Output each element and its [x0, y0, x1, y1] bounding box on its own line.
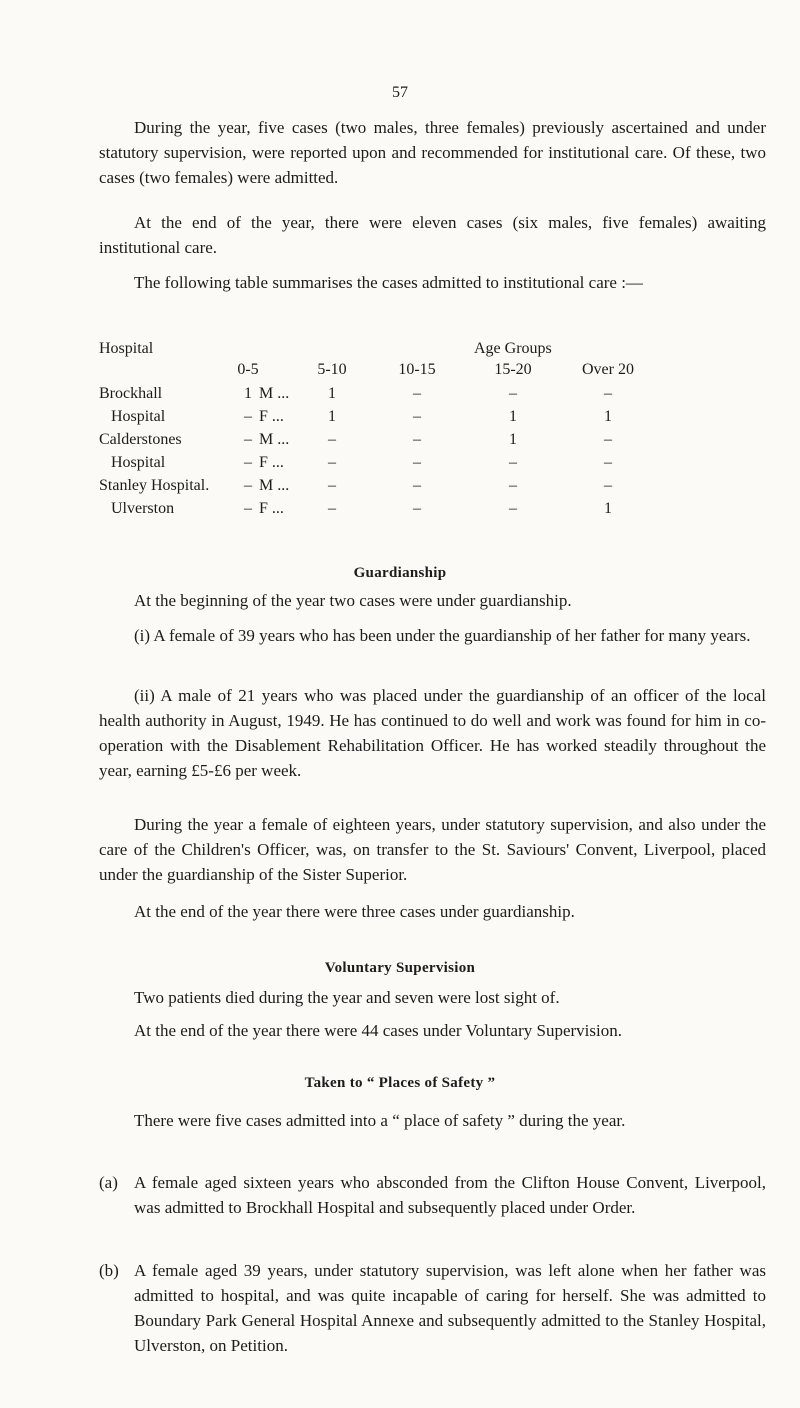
table-age-groups-header: Age Groups: [474, 340, 552, 357]
paragraph-cases-reported: During the year, five cases (two males, three females) previously ascertained and under statutory supervision, were reported upon and recommended for institutional care. Of these, two cases (two females) were admitted.: [99, 118, 766, 187]
safety-case-a: [99, 1170, 766, 1220]
table-cell: –: [244, 431, 252, 448]
table-row-sex: M ...: [259, 385, 290, 402]
table-column-header: 15-20: [494, 361, 532, 378]
table-cell: –: [244, 500, 252, 517]
guardianship-intro: At the beginning of the year two cases were under guardianship.: [134, 591, 572, 610]
table-row-sex: F ...: [259, 500, 284, 517]
table-cell: –: [413, 408, 421, 425]
table-cell: –: [413, 431, 421, 448]
table-cell: –: [244, 454, 252, 471]
table-cell: –: [328, 477, 336, 494]
paragraph-table-intro: The following table summarises the cases admitted to institutional care :—: [134, 273, 643, 292]
voluntary-end-count: At the end of the year there were 44 cases under Voluntary Supervision.: [134, 1021, 622, 1040]
table-cell: –: [604, 431, 612, 448]
safety-case-b-text: A female aged 39 years, under statutory supervision, was left alone when her father was admitted to hospital, and was quite incapable of caring for herself. She was admitted to Boundary Park General Hospital Annexe and subsequently admitted to the Stanley Hospital, Ulverston, on Petition.: [134, 1261, 766, 1355]
paragraph-awaiting-care: At the end of the year, there were eleven cases (six males, five females) awaiting institutional care.: [99, 213, 766, 257]
table-cell: –: [244, 477, 252, 494]
table-row-sex: M ...: [259, 431, 290, 448]
safety-case-b-label: (b): [99, 1261, 119, 1280]
table-row-sex: F ...: [259, 454, 284, 471]
table-cell: –: [604, 385, 612, 402]
table-cell: –: [509, 454, 517, 471]
safety-case-a-text: A female aged sixteen years who absconded from the Clifton House Convent, Liverpool, was admitted to Brockhall Hospital and subsequently placed under Order.: [134, 1173, 766, 1217]
table-row-hospital: Stanley Hospital.: [99, 477, 210, 494]
table-row-sex: F ...: [259, 408, 284, 425]
guardianship-item-ii: (ii) A male of 21 years who was placed under the guardianship of an officer of the local health authority in August, 1949. He has continued to do well and work was found for him in co-operation with the Disablement Rehabilitation Officer. He has worked steadily throughout the year, earning £5-£6 per week.: [99, 686, 766, 780]
voluntary-deaths: Two patients died during the year and seven were lost sight of.: [134, 988, 560, 1007]
table-cell: –: [328, 431, 336, 448]
table-column-header: Over 20: [582, 361, 634, 378]
table-cell: 1: [244, 385, 252, 402]
table-cell: –: [244, 408, 252, 425]
table-row-hospital: Hospital: [111, 454, 166, 471]
table-cell: 1: [509, 408, 517, 425]
table-cell: 1: [604, 408, 612, 425]
guardianship-heading: Guardianship: [353, 565, 447, 581]
table-cell: –: [509, 477, 517, 494]
table-cell: –: [413, 385, 421, 402]
table-row-hospital: Brockhall: [99, 385, 163, 402]
safety-case-a-label: (a): [99, 1173, 118, 1192]
page-number: 57: [392, 84, 408, 101]
table-row-hospital: Calderstones: [99, 431, 182, 448]
table-cell: 1: [328, 385, 336, 402]
table-cell: –: [413, 500, 421, 517]
table-cell: –: [413, 454, 421, 471]
table-column-header: 10-15: [398, 361, 436, 378]
table-cell: –: [604, 454, 612, 471]
table-cell: –: [509, 385, 517, 402]
admissions-table: [99, 340, 779, 550]
voluntary-supervision-heading: Voluntary Supervision: [324, 960, 476, 976]
table-cell: –: [509, 500, 517, 517]
places-of-safety-heading: Taken to “ Places of Safety ”: [304, 1075, 496, 1091]
safety-case-b: [99, 1258, 766, 1358]
safety-intro: There were five cases admitted into a “ place of safety ” during the year.: [134, 1111, 626, 1130]
table-cell: 1: [604, 500, 612, 517]
table-cell: –: [328, 454, 336, 471]
table-row-hospital: Hospital: [111, 408, 166, 425]
table-column-header: 5-10: [317, 361, 347, 378]
table-cell: –: [604, 477, 612, 494]
table-hospital-header: Hospital: [99, 340, 154, 357]
table-column-header: 0-5: [237, 361, 259, 378]
table-cell: 1: [509, 431, 517, 448]
table-cell: –: [328, 500, 336, 517]
guardianship-end-count: At the end of the year there were three cases under guardianship.: [134, 902, 575, 921]
guardianship-item-i: (i) A female of 39 years who has been under the guardianship of her father for many years.: [134, 626, 751, 645]
table-cell: 1: [328, 408, 336, 425]
table-row-sex: M ...: [259, 477, 290, 494]
table-cell: –: [413, 477, 421, 494]
table-row-hospital: Ulverston: [111, 500, 175, 517]
guardianship-transfer: During the year a female of eighteen years, under statutory supervision, and also under the care of the Children's Officer, was, on transfer to the St. Saviours' Convent, Liverpool, placed under the guardianship of the Sister Superior.: [99, 815, 766, 884]
